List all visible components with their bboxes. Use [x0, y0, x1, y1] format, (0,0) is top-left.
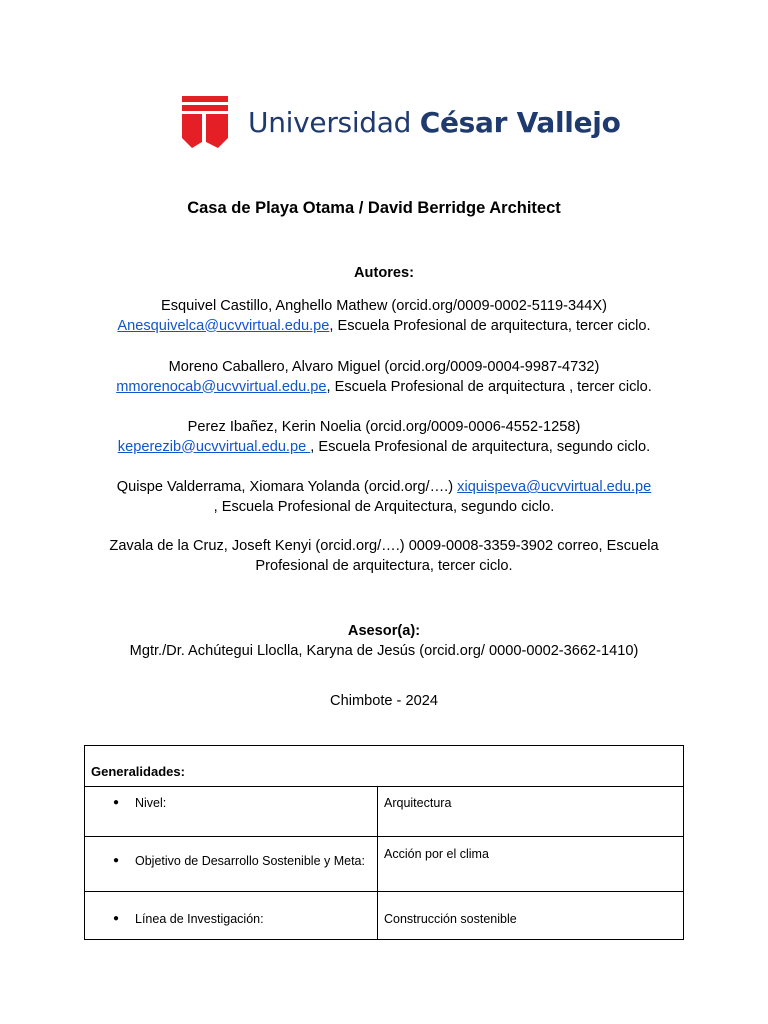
document-title: Casa de Playa Otama / David Berridge Architect [187, 199, 561, 217]
author-4-email-link[interactable]: xiquispeva@ucvvirtual.edu.pe [457, 479, 652, 495]
generalities-table [84, 745, 684, 940]
author-1: Esquivel Castillo, Anghello Mathew (orcid.org/0009-0002-5119-344X) Anesquivelca@ucvvirtual.edu.pe, Escuela Profesional de arquitectura, tercer ciclo. [0, 297, 768, 336]
author-3-name: Perez Ibañez, Kerin Noelia (orcid.org/0009-0006-4552-1258) [187, 419, 581, 435]
author-2-email-link[interactable]: mmorenocab@ucvvirtual.edu.pe [116, 378, 327, 395]
table-row: ● Línea de Investigación: Construcción sostenible [85, 892, 684, 940]
table-header: Generalidades: [85, 746, 684, 787]
shield-logo-icon [180, 94, 230, 150]
advisor-section [0, 622, 768, 661]
author-4-name: Quispe Valderrama, Xiomara Yolanda (orcid.org/….) [116, 479, 458, 495]
author-5-name: Zavala de la Cruz, Joseft Kenyi (orcid.org/….) 0009-0008-3359-3902 correo, Escuela [109, 538, 659, 554]
advisor-heading: Asesor(a): [347, 623, 421, 639]
author-1-name: Esquivel Castillo, Anghello Mathew (orcid.org/0009-0002-5119-344X) [161, 298, 607, 314]
author-2: Moreno Caballero, Alvaro Miguel (orcid.org/0009-0004-9987-4732) mmorenocab@ucvvirtual.edu.pe, Escuela Profesional de arquitectura , tercer ciclo. [0, 358, 768, 397]
advisor-name: Mgtr./Dr. Achútegui Lloclla, Karyna de Jesús (orcid.org/ 0000-0002-3662-1410) [129, 642, 639, 659]
place-date: Chimbote - 2024 [330, 693, 438, 709]
table-row: ● Nivel: Arquitectura [85, 787, 684, 837]
author-3-email-link[interactable]: keperezib@ucvvirtual.edu.pe [117, 438, 311, 455]
university-logo [180, 94, 621, 150]
bullet-icon: ● [113, 913, 120, 924]
author-1-email-link[interactable]: Anesquivelca@ucvvirtual.edu.pe [117, 317, 330, 334]
author-2-name: Moreno Caballero, Alvaro Miguel (orcid.org/0009-0004-9987-4732) [168, 359, 600, 375]
author-3: Perez Ibañez, Kerin Noelia (orcid.org/0009-0006-4552-1258) keperezib@ucvvirtual.edu.pe , Escuela Profesional de arquitectura, segundo ciclo. [0, 418, 768, 457]
author-5: Zavala de la Cruz, Joseft Kenyi (orcid.org/….) 0009-0008-3359-3902 correo, Escuela Profesional de arquitectura, tercer ciclo. [0, 537, 768, 576]
authors-heading: Autores: [354, 265, 414, 281]
bullet-icon: ● [113, 855, 120, 866]
bullet-icon: ● [113, 797, 120, 808]
table-row: ● Objetivo de Desarrollo Sostenible y Meta: Acción por el clima [85, 837, 684, 892]
university-name: Universidad César Vallejo [248, 105, 621, 139]
author-4: Quispe Valderrama, Xiomara Yolanda (orcid.org/….) xiquispeva@ucvvirtual.edu.pe , Escuela Profesional de Arquitectura, segundo ciclo. [116, 479, 652, 515]
